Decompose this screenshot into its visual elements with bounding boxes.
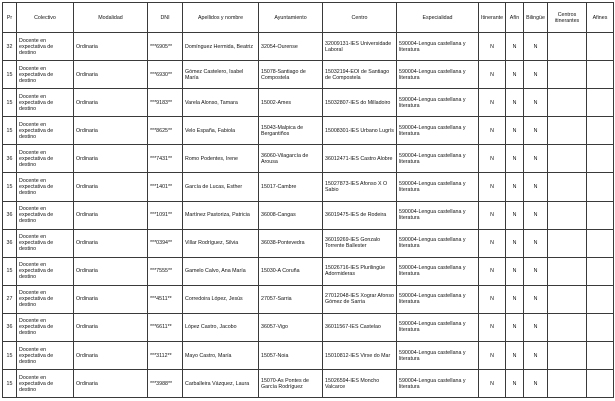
header-modalidad: Modalidad: [74, 3, 148, 33]
cell-dni: ***3112**: [148, 342, 183, 370]
cell-especialidad: 590004-Lengua castellana y literatura: [397, 145, 479, 173]
cell-pr: 15: [3, 89, 17, 117]
cell-afines: [587, 229, 614, 257]
cell-colectivo: Docente en expectativa de destino: [17, 145, 74, 173]
cell-itinerante: N: [479, 145, 506, 173]
table-row: [3, 257, 614, 285]
cell-bilingue: N: [524, 342, 548, 370]
header-colectivo: Colectivo: [17, 3, 74, 33]
cell-ayuntamiento: 36057-Vigo: [259, 313, 323, 341]
cell-bilingue: N: [524, 201, 548, 229]
cell-afin: N: [506, 229, 524, 257]
cell-nombre: Mayo Castro, María: [183, 342, 259, 370]
cell-ayuntamiento: 15070-As Pontes de García Rodríguez: [259, 370, 323, 398]
cell-dni: ***6905**: [148, 33, 183, 61]
cell-centros-itinerantes: [548, 285, 587, 313]
cell-afin: N: [506, 61, 524, 89]
cell-afin: N: [506, 313, 524, 341]
cell-afin: N: [506, 117, 524, 145]
cell-modalidad: Ordinaria: [74, 370, 148, 398]
cell-bilingue: N: [524, 117, 548, 145]
cell-itinerante: N: [479, 201, 506, 229]
cell-dni: ***0394**: [148, 229, 183, 257]
cell-especialidad: 590004-Lengua castellana y literatura: [397, 33, 479, 61]
cell-pr: 27: [3, 285, 17, 313]
cell-bilingue: N: [524, 173, 548, 201]
header-ayuntamiento: Ayuntamiento: [259, 3, 323, 33]
cell-dni: ***1401**: [148, 173, 183, 201]
cell-ayuntamiento: 15030-A Coruña: [259, 257, 323, 285]
header-dni: DNI: [148, 3, 183, 33]
table-row: [3, 313, 614, 341]
cell-colectivo: Docente en expectativa de destino: [17, 173, 74, 201]
cell-modalidad: Ordinaria: [74, 257, 148, 285]
cell-afines: [587, 61, 614, 89]
cell-centros-itinerantes: [548, 145, 587, 173]
cell-dni: ***3988**: [148, 370, 183, 398]
cell-centro: 27012048-IES Xograr Afonso Gómez de Sarria: [323, 285, 397, 313]
cell-centro: 15027873-IES Afonso X O Sabio: [323, 173, 397, 201]
cell-dni: ***8625**: [148, 117, 183, 145]
cell-afin: N: [506, 201, 524, 229]
cell-itinerante: N: [479, 370, 506, 398]
cell-nombre: Gómez Castelero, Isabel María: [183, 61, 259, 89]
cell-itinerante: N: [479, 89, 506, 117]
cell-ayuntamiento: 27057-Sarria: [259, 285, 323, 313]
cell-especialidad: 590004-Lengua castellana y literatura: [397, 370, 479, 398]
table-row: [3, 117, 614, 145]
cell-dni: ***4511**: [148, 285, 183, 313]
cell-afines: [587, 257, 614, 285]
cell-bilingue: N: [524, 33, 548, 61]
cell-especialidad: 590004-Lengua castellana y literatura: [397, 61, 479, 89]
cell-pr: 36: [3, 229, 17, 257]
cell-pr: 36: [3, 201, 17, 229]
cell-afines: [587, 117, 614, 145]
cell-ayuntamiento: 15002-Ames: [259, 89, 323, 117]
cell-nombre: Martínez Pastoriza, Patricia: [183, 201, 259, 229]
cell-afines: [587, 201, 614, 229]
cell-nombre: Romo Podentes, Irene: [183, 145, 259, 173]
cell-pr: 36: [3, 313, 17, 341]
cell-itinerante: N: [479, 173, 506, 201]
cell-pr: 15: [3, 370, 17, 398]
cell-colectivo: Docente en expectativa de destino: [17, 89, 74, 117]
cell-centro: 36019475-IES de Rodeira: [323, 201, 397, 229]
cell-afin: N: [506, 370, 524, 398]
cell-itinerante: N: [479, 257, 506, 285]
table-row: [3, 285, 614, 313]
cell-especialidad: 590004-Lengua castellana y literatura: [397, 313, 479, 341]
cell-centros-itinerantes: [548, 61, 587, 89]
cell-itinerante: N: [479, 342, 506, 370]
cell-itinerante: N: [479, 285, 506, 313]
cell-pr: 15: [3, 117, 17, 145]
cell-ayuntamiento: 36060-Vilagarcía de Arousa: [259, 145, 323, 173]
cell-colectivo: Docente en expectativa de destino: [17, 229, 74, 257]
cell-afin: N: [506, 257, 524, 285]
document-page: [2, 2, 613, 398]
cell-especialidad: 590004-Lengua castellana y literatura: [397, 201, 479, 229]
header-centro: Centro: [323, 3, 397, 33]
table-row: [3, 89, 614, 117]
cell-afines: [587, 285, 614, 313]
cell-especialidad: 590004-Lengua castellana y literatura: [397, 229, 479, 257]
cell-bilingue: N: [524, 61, 548, 89]
cell-modalidad: Ordinaria: [74, 89, 148, 117]
cell-centros-itinerantes: [548, 117, 587, 145]
header-especialidad: Especialidad: [397, 3, 479, 33]
cell-afin: N: [506, 342, 524, 370]
cell-afines: [587, 370, 614, 398]
table-row: [3, 342, 614, 370]
cell-colectivo: Docente en expectativa de destino: [17, 257, 74, 285]
cell-bilingue: N: [524, 370, 548, 398]
cell-especialidad: 590004-Lengua castellana y literatura: [397, 342, 479, 370]
cell-modalidad: Ordinaria: [74, 117, 148, 145]
header-bilingue: Bilingüe: [524, 3, 548, 33]
cell-itinerante: N: [479, 61, 506, 89]
cell-modalidad: Ordinaria: [74, 61, 148, 89]
header-afin: Afín: [506, 3, 524, 33]
cell-centros-itinerantes: [548, 370, 587, 398]
cell-pr: 15: [3, 342, 17, 370]
cell-dni: ***1091**: [148, 201, 183, 229]
cell-bilingue: N: [524, 313, 548, 341]
cell-afines: [587, 89, 614, 117]
cell-colectivo: Docente en expectativa de destino: [17, 61, 74, 89]
cell-modalidad: Ordinaria: [74, 145, 148, 173]
cell-centros-itinerantes: [548, 229, 587, 257]
cell-itinerante: N: [479, 313, 506, 341]
cell-afin: N: [506, 285, 524, 313]
cell-centros-itinerantes: [548, 33, 587, 61]
cell-especialidad: 590004-Lengua castellana y literatura: [397, 89, 479, 117]
cell-modalidad: Ordinaria: [74, 285, 148, 313]
cell-colectivo: Docente en expectativa de destino: [17, 370, 74, 398]
header-apellidos: Apellidos y nombre: [183, 3, 259, 33]
cell-nombre: Corredoira López, Jesús: [183, 285, 259, 313]
cell-colectivo: Docente en expectativa de destino: [17, 342, 74, 370]
cell-itinerante: N: [479, 117, 506, 145]
cell-modalidad: Ordinaria: [74, 313, 148, 341]
cell-pr: 15: [3, 61, 17, 89]
header-afines: Afines: [587, 3, 614, 33]
cell-centros-itinerantes: [548, 257, 587, 285]
cell-afin: N: [506, 33, 524, 61]
cell-centro: 15032807-IES do Milladoiro: [323, 89, 397, 117]
cell-ayuntamiento: 36038-Pontevedra: [259, 229, 323, 257]
cell-dni: ***6611**: [148, 313, 183, 341]
cell-nombre: Carballeira Vázquez, Laura: [183, 370, 259, 398]
cell-centro: 36012471-IES Castro Alobre: [323, 145, 397, 173]
table-body: [3, 33, 614, 398]
cell-nombre: Domínguez Hermida, Beatriz: [183, 33, 259, 61]
cell-afines: [587, 342, 614, 370]
table-row: [3, 173, 614, 201]
cell-nombre: Villar Rodríguez, Silvia: [183, 229, 259, 257]
cell-centros-itinerantes: [548, 342, 587, 370]
cell-ayuntamiento: 36008-Cangas: [259, 201, 323, 229]
cell-dni: ***7431**: [148, 145, 183, 173]
cell-bilingue: N: [524, 285, 548, 313]
cell-centro: 15010812-IES Virxe do Mar: [323, 342, 397, 370]
cell-afines: [587, 145, 614, 173]
cell-ayuntamiento: 15043-Malpica de Bergantiños: [259, 117, 323, 145]
assignments-table: [2, 2, 614, 398]
cell-ayuntamiento: 15057-Noia: [259, 342, 323, 370]
cell-colectivo: Docente en expectativa de destino: [17, 117, 74, 145]
cell-colectivo: Docente en expectativa de destino: [17, 33, 74, 61]
cell-centro: 15026594-IES Moncho Valcarce: [323, 370, 397, 398]
header-itinerante: Itinerante: [479, 3, 506, 33]
table-row: [3, 33, 614, 61]
cell-modalidad: Ordinaria: [74, 173, 148, 201]
cell-ayuntamiento: 32054-Ourense: [259, 33, 323, 61]
cell-modalidad: Ordinaria: [74, 201, 148, 229]
cell-centro: 36011567-IES Castelao: [323, 313, 397, 341]
cell-itinerante: N: [479, 33, 506, 61]
cell-afines: [587, 173, 614, 201]
table-row: [3, 370, 614, 398]
cell-afin: N: [506, 89, 524, 117]
cell-itinerante: N: [479, 229, 506, 257]
cell-pr: 15: [3, 173, 17, 201]
cell-afines: [587, 313, 614, 341]
cell-dni: ***9183**: [148, 89, 183, 117]
cell-dni: ***6930**: [148, 61, 183, 89]
cell-centro: 32009131-IES Universidade Laboral: [323, 33, 397, 61]
cell-especialidad: 590004-Lengua castellana y literatura: [397, 285, 479, 313]
table-row: [3, 145, 614, 173]
cell-afin: N: [506, 145, 524, 173]
cell-centro: 15026716-IES Plurilingüe Adormideras: [323, 257, 397, 285]
header-row: [3, 3, 614, 33]
cell-pr: 32: [3, 33, 17, 61]
cell-centros-itinerantes: [548, 89, 587, 117]
cell-nombre: Gamelo Calvo, Ana María: [183, 257, 259, 285]
cell-centros-itinerantes: [548, 173, 587, 201]
cell-especialidad: 590004-Lengua castellana y literatura: [397, 257, 479, 285]
cell-bilingue: N: [524, 89, 548, 117]
header-pr: Pr: [3, 3, 17, 33]
cell-centros-itinerantes: [548, 313, 587, 341]
cell-pr: 36: [3, 145, 17, 173]
table-row: [3, 229, 614, 257]
cell-especialidad: 590004-Lengua castellana y literatura: [397, 117, 479, 145]
cell-centros-itinerantes: [548, 201, 587, 229]
cell-bilingue: N: [524, 145, 548, 173]
cell-modalidad: Ordinaria: [74, 229, 148, 257]
header-centros-itinerantes: Centros itinerantes: [548, 3, 587, 33]
cell-modalidad: Ordinaria: [74, 33, 148, 61]
cell-colectivo: Docente en expectativa de destino: [17, 201, 74, 229]
cell-colectivo: Docente en expectativa de destino: [17, 285, 74, 313]
table-row: [3, 201, 614, 229]
cell-ayuntamiento: 15078-Santiago de Compostela: [259, 61, 323, 89]
cell-nombre: Varela Alonso, Tamara: [183, 89, 259, 117]
cell-bilingue: N: [524, 229, 548, 257]
cell-nombre: Velo España, Fabiola: [183, 117, 259, 145]
cell-centro: 15008301-IES Urbano Lugrís: [323, 117, 397, 145]
table-header: [3, 3, 614, 33]
cell-afines: [587, 33, 614, 61]
table-row: [3, 61, 614, 89]
cell-afin: N: [506, 173, 524, 201]
cell-nombre: García de Lucas, Esther: [183, 173, 259, 201]
cell-nombre: López Castro, Jacobo: [183, 313, 259, 341]
cell-especialidad: 590004-Lengua castellana y literatura: [397, 173, 479, 201]
cell-colectivo: Docente en expectativa de destino: [17, 313, 74, 341]
cell-bilingue: N: [524, 257, 548, 285]
cell-centro: 15032194-EOI de Santiago de Compostela: [323, 61, 397, 89]
cell-centro: 36019269-IES Gonzalo Torrente Ballester: [323, 229, 397, 257]
cell-modalidad: Ordinaria: [74, 342, 148, 370]
cell-dni: ***7555**: [148, 257, 183, 285]
cell-pr: 15: [3, 257, 17, 285]
cell-ayuntamiento: 15017-Cambre: [259, 173, 323, 201]
